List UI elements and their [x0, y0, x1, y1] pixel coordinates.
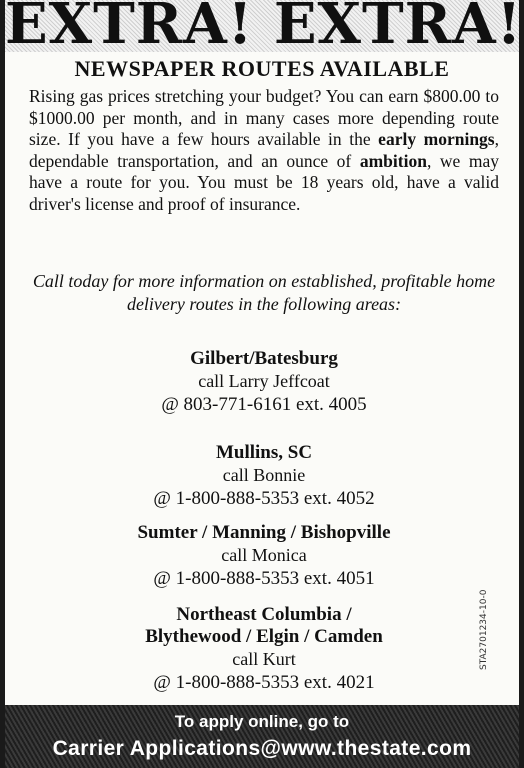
contact-mullins — [25, 442, 503, 511]
footer-apply-url: Carrier Applications@www.thestate.com — [52, 737, 472, 760]
contact-person: call Monica — [221, 545, 307, 565]
contact-area: Gilbert/Batesburg — [190, 348, 338, 369]
contact-phone: @ 803-771-6161 ext. 4005 — [161, 394, 367, 415]
contact-area-line1: Northeast Columbia / — [176, 604, 352, 625]
contact-person: call Bonnie — [222, 465, 306, 485]
ad-code: STA2701234-10-0 — [479, 589, 489, 670]
contact-person: call Kurt — [232, 649, 296, 669]
contact-phone: @ 1-800-888-5353 ext. 4021 — [153, 672, 375, 693]
contact-area: Mullins, SC — [215, 442, 313, 463]
subheadline: NEWSPAPER ROUTES AVAILABLE — [74, 56, 450, 81]
contact-person: call Larry Jeffcoat — [198, 371, 330, 391]
contact-phone: @ 1-800-888-5353 ext. 4051 — [153, 568, 375, 589]
body-copy — [29, 86, 499, 215]
contact-area-line2: Blythewood / Elgin / Camden — [145, 626, 383, 647]
body-text-1: Rising gas prices stretching your budget? You can earn $800.00 to $1000.00 per month, and in many cases more depending route size. If you have a few hours available in the — [29, 86, 499, 149]
contact-northeast-columbia — [25, 604, 503, 695]
footer-apply-text: To apply online, go to — [174, 712, 350, 731]
contact-phone: @ 1-800-888-5353 ext. 4052 — [153, 488, 375, 509]
body-text-2: , dependable transportation, and an ounce of — [29, 129, 499, 171]
headline: EXTRA! EXTRA! — [5, 0, 523, 57]
contact-area: Sumter / Manning / Bishopville — [137, 522, 391, 543]
body-emphasis-early-mornings: early mornings — [378, 129, 495, 149]
body-text-3: , we may have a route for you. You must be 18 years old, have a valid driver's license and proof of insurance. — [29, 150, 499, 214]
call-intro: Call today for more information on established, profitable home delivery routes in the following areas: — [32, 271, 496, 314]
contact-gilbert — [25, 348, 503, 417]
body-emphasis-ambition: ambition — [359, 150, 427, 171]
contact-sumter — [25, 522, 503, 591]
